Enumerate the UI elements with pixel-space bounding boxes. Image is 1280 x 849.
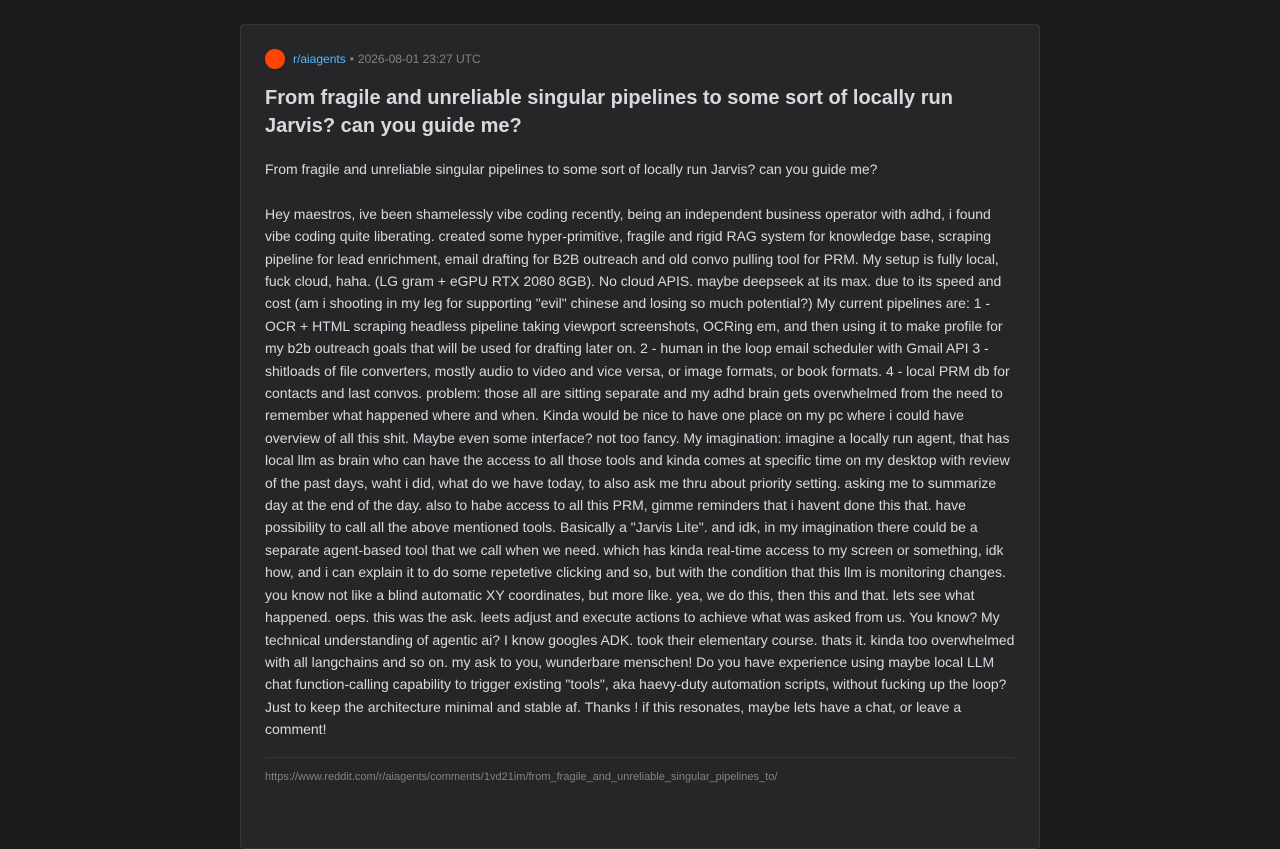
divider: [265, 757, 1015, 758]
subreddit-avatar-icon[interactable]: [265, 49, 285, 69]
meta-separator: •: [349, 52, 354, 66]
post-body-paragraph: From fragile and unreliable singular pipelines to some sort of locally run Jarvis? can you guide me?: [265, 161, 878, 177]
post-timestamp: 2026-08-01 23:27 UTC: [357, 52, 481, 66]
post-title[interactable]: From fragile and unreliable singular pipelines to some sort of locally run Jarvis? can you guide me?: [265, 87, 953, 137]
subreddit-link[interactable]: r/aiagents: [293, 52, 346, 66]
post-body-paragraph: Hey maestros, ive been shamelessly vibe coding recently, being an independent business operator with adhd, i found vibe coding quite liberating. created some hyper-primitive, fragile and rigid RAG system for knowledge base, scraping pipeline for lead enrichment, email drafting for B2B outreach and old convo pulling tool for PRM. My setup is fully local, fuck cloud, haha. (LG gram + eGPU RTX 2080 8GB). No cloud APIS. maybe deepseek at its max. due to its speed and cost (am i shooting in my leg for supporting "evil" chinese and losing so much potential?) My current pipelines are: 1 - OCR + HTML scraping headless pipeline taking viewport screenshots, OCRing em, and then using it to make profile for my b2b outreach goals that will be used for drafting later on. 2 - human in the loop email scheduler with Gmail API 3 - shitloads of file converters, mostly audio to video and vice versa, or image formats, or book formats. 4 - local PRM db for contacts and last convos. problem: those all are sitting separate and my adhd brain gets overwhelmed from the need to remember what happened where and when. Kinda would be nice to have one place on my pc where i could have overview of all this shit. Maybe even some interface? not too fancy. My imagination: imagine a locally run agent, that has local llm as brain who can have the access to all those tools and kinda comes at specific time on my desktop with review of the past days, waht i did, what do we have today, to also ask me thru about priority setting. asking me to summarize day at the end of the day. also to habe access to all this PRM, gimme reminders that i havent done this that. have possibility to call all the above mentioned tools. Basically a "Jarvis Lite". and idk, in my imagination there could be a separate agent-based tool that we call when we need. which has kinda real-time access to my screen or something, idk how, and i can explain it to do some repetetive clicking and so, but with the condition that this llm is monitoring changes. you know not like a blind automatic XY coordinates, but more like. yea, we do this, then this and that. lets see what happened. oeps. this was the ask. leets adjust and execute actions to achieve what was asked from us. You know? My technical understanding of agentic ai? I know googles ADK. took their elementary course. thats it. kinda too overwhelmed with all langchains and so on. my ask to you, wunderbare menschen! Do you have experience using maybe local LLM chat function-calling capability to trigger existing "tools", aka haevy-duty automation scripts, without fucking up the loop? Just to keep the architecture minimal and stable af. Thanks ! if this resonates, maybe lets have a chat, or leave a comment!: [265, 205, 1015, 738]
post-url[interactable]: https://www.reddit.com/r/aiagents/comments/1vd21im/from_fragile_and_unreliable_singular_pipelines_to/: [265, 770, 778, 783]
post-body: [265, 158, 1015, 741]
post-meta: [265, 48, 1015, 70]
post-card: [240, 24, 1040, 849]
